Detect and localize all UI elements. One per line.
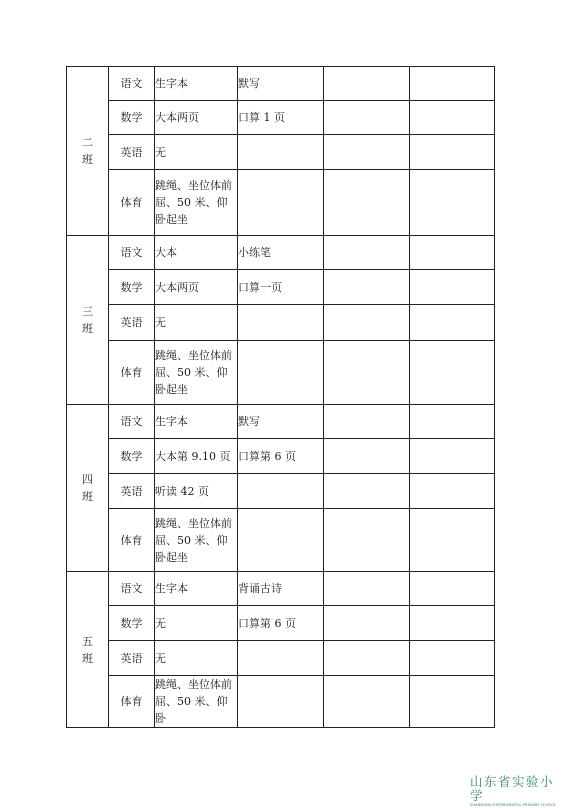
class-name-cell <box>67 67 109 236</box>
subject-cell: 英语 <box>109 474 155 509</box>
homework-cell: 大本两页 <box>155 270 238 305</box>
empty-cell <box>410 67 495 101</box>
subject-cell: 语文 <box>109 236 155 270</box>
class-name-cell <box>67 572 109 728</box>
task-cell: 背诵古诗 <box>238 572 324 606</box>
class-name-char: 班 <box>82 490 93 503</box>
task-cell <box>238 509 324 572</box>
empty-cell <box>324 67 410 101</box>
homework-cell: 听读 42 页 <box>155 474 238 509</box>
class-name-char: 班 <box>82 651 93 665</box>
subject-cell: 语文 <box>109 67 155 101</box>
empty-cell <box>410 270 495 305</box>
task-cell: 默写 <box>238 405 324 439</box>
table-row <box>67 170 495 236</box>
subject-cell: 数学 <box>109 270 155 305</box>
task-cell: 小练笔 <box>238 236 324 270</box>
class-name-cell <box>67 236 109 405</box>
task-cell: 默写 <box>238 67 324 101</box>
task-cell: 口算第 6 页 <box>238 606 324 641</box>
class-name-char: 四 <box>82 473 93 486</box>
subject-cell: 数学 <box>109 606 155 641</box>
empty-cell <box>324 474 410 509</box>
homework-cell: 生字本 <box>155 572 238 606</box>
school-logo <box>470 774 562 807</box>
empty-cell <box>324 270 410 305</box>
subject-cell: 语文 <box>109 572 155 606</box>
empty-cell <box>410 572 495 606</box>
homework-cell: 大本两页 <box>155 101 238 135</box>
homework-cell: 无 <box>155 135 238 170</box>
homework-cell: 无 <box>155 305 238 341</box>
class-name-char: 班 <box>82 322 93 335</box>
task-cell <box>238 135 324 170</box>
class-name-cell <box>67 405 109 572</box>
table-row <box>67 439 495 474</box>
table-row <box>67 474 495 509</box>
task-cell <box>238 641 324 676</box>
task-cell <box>238 341 324 405</box>
class-name-char: 三 <box>82 305 93 318</box>
empty-cell <box>324 135 410 170</box>
task-cell: 口算一页 <box>238 270 324 305</box>
class-name-char: 班 <box>82 153 93 166</box>
empty-cell <box>410 341 495 405</box>
homework-cell: 无 <box>155 606 238 641</box>
class-name-char: 二 <box>82 136 93 149</box>
empty-cell <box>324 170 410 236</box>
logo-text: 山东省实验小学 <box>470 774 555 803</box>
homework-cell: 跳绳、坐位体前屈、50 米、仰卧 <box>155 676 238 728</box>
empty-cell <box>410 101 495 135</box>
table-row <box>67 509 495 572</box>
class-name-char: 五 <box>82 634 93 648</box>
table-row <box>67 606 495 641</box>
empty-cell <box>324 405 410 439</box>
empty-cell <box>410 474 495 509</box>
table-row <box>67 305 495 341</box>
task-cell <box>238 676 324 728</box>
task-cell <box>238 474 324 509</box>
empty-cell <box>324 101 410 135</box>
empty-cell <box>410 135 495 170</box>
task-cell: 口算 1 页 <box>238 101 324 135</box>
empty-cell <box>410 439 495 474</box>
table-row <box>67 67 495 101</box>
empty-cell <box>410 236 495 270</box>
task-cell <box>238 170 324 236</box>
empty-cell <box>410 606 495 641</box>
task-cell <box>238 305 324 341</box>
task-cell: 口算第 6 页 <box>238 439 324 474</box>
empty-cell <box>410 509 495 572</box>
subject-cell: 英语 <box>109 305 155 341</box>
empty-cell <box>410 641 495 676</box>
empty-cell <box>324 641 410 676</box>
table-row <box>67 641 495 676</box>
subject-cell: 数学 <box>109 101 155 135</box>
table-row <box>67 135 495 170</box>
empty-cell <box>324 676 410 728</box>
table-row <box>67 236 495 270</box>
empty-cell <box>324 572 410 606</box>
table-row <box>67 270 495 305</box>
table-row <box>67 341 495 405</box>
table-row <box>67 405 495 439</box>
empty-cell <box>324 606 410 641</box>
subject-cell: 体育 <box>109 341 155 405</box>
empty-cell <box>324 305 410 341</box>
empty-cell <box>324 236 410 270</box>
subject-cell: 英语 <box>109 135 155 170</box>
homework-table <box>66 66 495 728</box>
logo-subtext: SHANDONG EXPERIMENTAL PRIMARY SCHOOL <box>470 803 557 807</box>
homework-cell: 生字本 <box>155 67 238 101</box>
homework-cell: 跳绳、坐位体前屈、50 米、仰卧起坐 <box>155 170 238 236</box>
homework-cell: 跳绳、坐位体前屈、50 米、仰卧起坐 <box>155 341 238 405</box>
empty-cell <box>410 170 495 236</box>
homework-cell: 大本第 9.10 页 <box>155 439 238 474</box>
table-row <box>67 101 495 135</box>
subject-cell: 语文 <box>109 405 155 439</box>
homework-cell: 生字本 <box>155 405 238 439</box>
homework-cell: 跳绳、坐位体前屈、50 米、仰卧起坐 <box>155 509 238 572</box>
homework-cell: 大本 <box>155 236 238 270</box>
subject-cell: 体育 <box>109 509 155 572</box>
empty-cell <box>324 341 410 405</box>
table-row <box>67 676 495 728</box>
empty-cell <box>410 305 495 341</box>
subject-cell: 体育 <box>109 676 155 728</box>
subject-cell: 英语 <box>109 641 155 676</box>
table-row <box>67 572 495 606</box>
empty-cell <box>410 405 495 439</box>
subject-cell: 数学 <box>109 439 155 474</box>
empty-cell <box>324 439 410 474</box>
empty-cell <box>410 676 495 728</box>
homework-cell: 无 <box>155 641 238 676</box>
empty-cell <box>324 509 410 572</box>
subject-cell: 体育 <box>109 170 155 236</box>
